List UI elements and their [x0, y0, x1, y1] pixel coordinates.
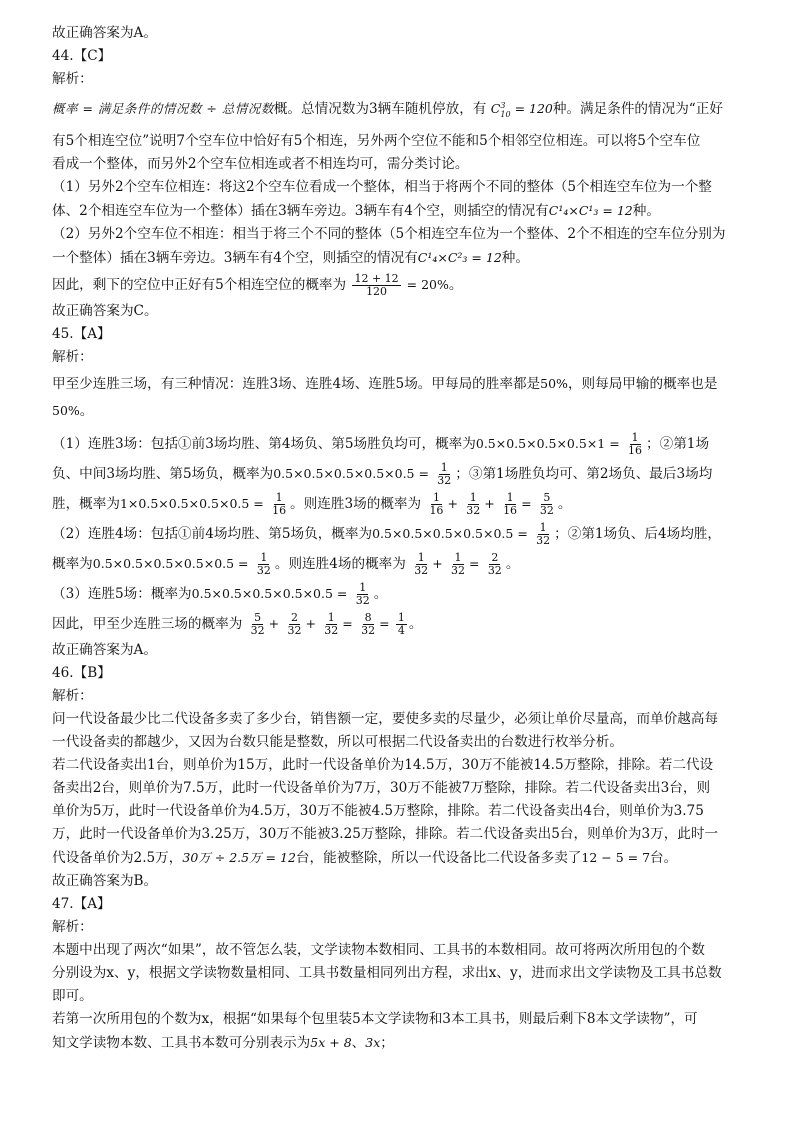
text: 问一代设备最少比二代设备多卖了多少台，销售额一定，要使多卖的尽量少，必须让单价尽量高，而单价越高每: [52, 710, 719, 727]
text: 即可。: [52, 987, 93, 1004]
text: 、: [351, 1034, 366, 1051]
math-expression: 30万 ÷ 2.5万 = 12: [182, 849, 296, 865]
question-number: [52, 45, 762, 68]
answer-line: [52, 870, 762, 893]
text: 。: [448, 276, 463, 293]
analysis-label: [52, 685, 762, 708]
text-line: 因此，甲至少连胜三场的概率为 $\frac{5}{32}$ + $\frac{2}{32}$ + $\frac{1}{32}$ = $\frac{8}{32}$ = $\frac{1}{4}$ 。: [52, 610, 423, 637]
text-line: [52, 800, 762, 823]
text: 。: [505, 555, 520, 572]
text: 种。: [632, 202, 660, 219]
text-line: [52, 459, 762, 489]
text-line: [52, 519, 762, 549]
fraction: $\frac{1}{16}$: [429, 490, 444, 517]
text-line: [52, 1008, 762, 1031]
text: 解析：: [52, 348, 93, 365]
math-expression: 5x + 8: [310, 1034, 352, 1050]
text: 45.【A】: [52, 325, 111, 342]
fraction: $\frac{1}{32}$: [466, 490, 481, 517]
text: 台，能被整除，所以一代设备比二代设备多卖了: [295, 849, 582, 866]
text: ；②第1场: [646, 435, 710, 452]
text: 分别设为x、y，根据文学读物数量相同、工具书数量相同列出方程，求出x、y，进而求出文学读物及工具书总数: [52, 964, 722, 981]
text: 。: [373, 585, 388, 602]
text: 。则连胜4场的概率为: [274, 555, 406, 572]
text-line: [52, 130, 762, 153]
fraction: $\frac{2}{32}$: [287, 610, 302, 637]
text-line: [52, 754, 762, 777]
text-line: [52, 731, 762, 754]
text-line: [52, 369, 762, 399]
math-expression: 0.5×0.5×0.5×0.5×0.5 =: [191, 585, 348, 601]
handwritten-formula: 概率 = 满足条件的情况数 ÷ 总情况数: [52, 101, 274, 117]
text: 因此，甲至少连胜三场的概率为: [52, 615, 243, 632]
text: （2）连胜4场：包括①前4场均胜、第5场负，概率为: [52, 525, 373, 542]
fraction: $\frac{2}{32}$: [487, 550, 502, 577]
text-line: [52, 153, 762, 176]
text-line: [52, 91, 762, 130]
text-line: [52, 823, 762, 846]
fraction: $\frac{1}{16}$: [503, 490, 518, 517]
text: 。: [408, 615, 423, 632]
question-number: [52, 323, 762, 346]
text-line: [52, 579, 762, 609]
text: 种。: [501, 249, 529, 266]
fraction: $\frac{1}{32}$: [437, 460, 452, 487]
text: （1）另外2个空车位相连：将这2个空车位看成一个整体，相当于将两个不同的整体（5个相连空车位为一个整: [52, 178, 712, 195]
text-line: [52, 176, 762, 199]
question-number: [52, 893, 762, 916]
text: 甲至少连胜三场，有三种情况：连胜3场、连胜4场、连胜5场。甲每局的胜率都是: [52, 375, 541, 392]
fraction: $\frac{1}{16}$: [628, 430, 643, 457]
text: 故正确答案为C。: [52, 302, 158, 319]
answer-explanation-page: [52, 22, 762, 1055]
fraction: $\frac{1}{32}$: [355, 580, 370, 607]
text: 本题中出现了两次“如果”，故不管怎么装，文学读物本数相同、工具书的本数相同。故可将两次所用包的个数: [52, 941, 705, 958]
text: 负、中间3场均胜、第5场负，概率为: [52, 465, 274, 482]
fraction: $\frac{1}{32}$: [324, 610, 339, 637]
fraction: $\frac{1}{16}$: [272, 490, 287, 517]
math-expression: = 20%: [402, 276, 449, 292]
fraction: $\frac{1}{32}$: [536, 520, 551, 547]
text: 故正确答案为A。: [52, 641, 157, 658]
text-line: [52, 223, 762, 246]
text: 胜，概率为: [52, 495, 120, 512]
question-number: [52, 662, 762, 685]
math-expression: 1×0.5×0.5×0.5×0.5 =: [119, 495, 264, 511]
text: 解析：: [52, 71, 93, 87]
text: 47.【A】: [52, 895, 111, 912]
text: 因此，剩下的空位中正好有5个相连空位的概率为: [52, 276, 347, 293]
fraction: $\frac{1}{32}$: [256, 550, 271, 577]
text: 代设备单价为2.5万，: [52, 849, 183, 866]
math-expression: 50%: [52, 402, 80, 418]
text: 46.【B】: [52, 664, 111, 681]
text-line: [52, 708, 762, 731]
text: 故正确答案为B。: [52, 872, 158, 889]
math-expression: 0.5×0.5×0.5×0.5×0.5 =: [372, 525, 528, 541]
text-line: [52, 939, 762, 962]
fraction: $\frac{8}{32}$: [361, 610, 376, 637]
answer-line: [52, 300, 762, 323]
fraction: $\frac{1}{4}$: [397, 610, 405, 637]
fraction: $\frac{5}{32}$: [539, 490, 554, 517]
text: 44.【C】: [52, 48, 112, 64]
text: 概。总情况数为3辆车随机停放，有: [273, 101, 487, 118]
text-line: [52, 1031, 762, 1055]
text: ；: [380, 1034, 394, 1051]
text-line: [52, 985, 762, 1008]
text-line: 胜，概率为1×0.5×0.5×0.5×0.5 = $\frac{1}{16}$ 。则连胜3场的概率为 $\frac{1}{16}$ + $\frac{1}{32}$ + $\frac{1}{16}$ = $\frac{5}{32}$ 。: [52, 490, 572, 517]
text: 解析：: [52, 687, 93, 704]
text: 有5个相连空位”说明7个空车位中恰好有5个相连，另外两个空位不能和5个相邻空位相连。可以将5个空车位: [52, 132, 701, 149]
answer-line: [52, 639, 762, 662]
text: 。: [79, 402, 94, 419]
text: 。: [557, 495, 572, 512]
text: 。则连胜3场的概率为: [290, 495, 422, 512]
text-line: [52, 429, 762, 459]
text: 若第一次所用包的个数为x，根据“如果每个包里装5本文学读物和3本工具书，则最后剩下8本文学读物”，可: [52, 1010, 698, 1027]
text: 解析：: [52, 918, 93, 935]
text-line: [52, 846, 762, 870]
text: 一代设备卖的都越少，又因为台数只能是整数，所以可根据二代设备卖出的台数进行枚举分析。: [52, 733, 623, 750]
text-line: [52, 962, 762, 985]
text: 万，此时一代设备单价为3.25万，30万不能被3.25万整除，排除。若二代设备卖出5台，则单价为3万，此时一: [52, 825, 719, 842]
text: 单价为5万，此时一代设备单价为4.5万，30万不能被4.5万整除，排除。若二代设备卖出4台，则单价为3.75: [52, 802, 704, 819]
text-line: 概率为0.5×0.5×0.5×0.5×0.5 = $\frac{1}{32}$ 。则连胜4场的概率为 $\frac{1}{32}$ + $\frac{1}{32}$ = $\frac{2}{32}$ 。: [52, 550, 520, 577]
text: 故正确答案为A。: [52, 25, 157, 41]
analysis-label: [52, 68, 762, 91]
text: （3）连胜5场：概率为: [52, 585, 192, 602]
text-line: [52, 199, 762, 223]
text-line: [52, 777, 762, 800]
text: 台。: [650, 849, 678, 866]
math-expression: 50%: [540, 375, 568, 391]
text-line: [52, 246, 762, 270]
math-expression: 0.5×0.5×0.5×0.5×0.5 =: [273, 465, 429, 481]
text: （2）另外2个空车位不相连：相当于将三个不同的整体（5个相连空车位为一个整体、2个不相连的空车位分别为: [52, 225, 726, 242]
text: ；②第1场负、后4场均胜，: [554, 525, 721, 542]
math-expression: C¹₄×C²₃ = 12: [417, 249, 502, 265]
text: 概率为: [52, 555, 93, 572]
text: 备卖出2台，则单价为7.5万，此时一代设备单价为7万，30万不能被7万整除，排除。若二代设备卖出3台，则: [52, 779, 711, 796]
text: （1）连胜3场：包括①前3场均胜、第4场负、第5场胜负均可，概率为: [52, 435, 476, 452]
math-expression: 0.5×0.5×0.5×0.5×0.5 =: [92, 555, 249, 571]
text: 种。满足条件的情况为“正好: [552, 101, 723, 118]
math-expression: 12 − 5 = 7: [581, 849, 651, 865]
math-expression: 0.5×0.5×0.5×0.5×1 =: [475, 435, 620, 451]
text: ，则每局甲输的概率也是: [567, 375, 718, 392]
text: 一个整体）插在3辆车旁边。3辆车有4个空，则插空的情况有: [52, 249, 418, 266]
fraction: $\frac{5}{32}$: [250, 610, 265, 637]
fraction: $\frac{1}{32}$: [451, 550, 465, 577]
text: 若二代设备卖出1台，则单价为15万，此时一代设备单价为14.5万，30万不能被14.5万整除，排除。若二代设: [52, 756, 714, 773]
text: 知文学读物本数、工具书本数可分别表示为: [52, 1034, 311, 1051]
math-expression: C¹₄×C¹₃ = 12: [548, 202, 633, 218]
fraction: $\frac{1}{32}$: [414, 550, 429, 577]
math-expression: 3x: [365, 1034, 381, 1050]
analysis-label: [52, 916, 762, 939]
text: 看成一个整体，而另外2个空车位相连或者不相连均可，需分类讨论。: [52, 155, 469, 172]
combination-formula: $C^3_{10} = 120$: [490, 101, 553, 119]
text-line: [52, 399, 762, 423]
text: 体、2个相连空车位为一个整体）插在3辆车旁边。3辆车有4个空，则插空的情况有: [52, 202, 549, 219]
text-line: [52, 270, 762, 300]
text: ；③第1场胜负均可、第2场负、最后3场均: [455, 465, 713, 482]
answer-line: [52, 22, 762, 45]
fraction: $\frac{12 + 12}{120}$: [354, 271, 399, 298]
analysis-label: [52, 346, 762, 369]
